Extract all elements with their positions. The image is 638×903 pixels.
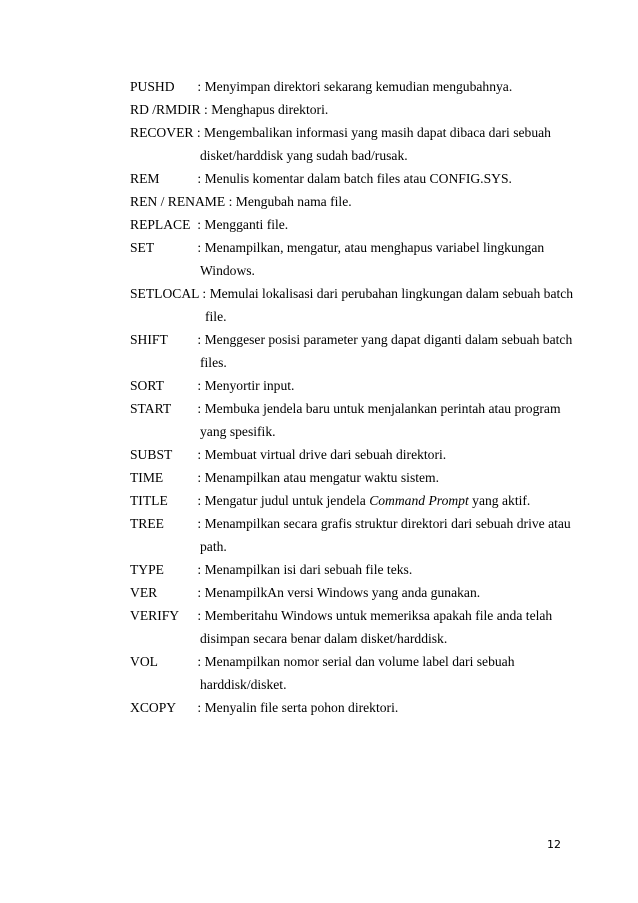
- command-description: : Menghapus direktori.: [204, 102, 329, 117]
- entry-ren-rename: [130, 190, 590, 213]
- entry-shift: [130, 328, 590, 374]
- command-description-continued: files.: [200, 355, 227, 370]
- command-description: : Memberitahu Windows untuk memeriksa apakah file anda telah: [197, 608, 553, 623]
- command-description: : Membuat virtual drive dari sebuah direktori.: [197, 447, 447, 462]
- command-description: : Menyimpan direktori sekarang kemudian mengubahnya.: [197, 79, 513, 94]
- entry-tree: [130, 512, 590, 558]
- entry-replace: [130, 213, 590, 236]
- command-name: SHIFT: [130, 332, 168, 347]
- command-description-continued: path.: [200, 539, 227, 554]
- entry-rd-rmdir: [130, 98, 590, 121]
- entry-type: [130, 558, 590, 581]
- command-description: : Mengganti file.: [197, 217, 289, 232]
- command-description-continued: Windows.: [200, 263, 255, 278]
- command-name: RECOVER: [130, 125, 194, 140]
- command-name: RD /RMDIR: [130, 102, 201, 117]
- command-description-continued: disket/harddisk yang sudah bad/rusak.: [200, 148, 408, 163]
- command-description: : Mengembalikan informasi yang masih dapat dibaca dari sebuah: [196, 125, 551, 140]
- command-name: VER: [130, 585, 158, 600]
- page-number: 12: [547, 838, 561, 851]
- entry-start: [130, 397, 590, 443]
- command-description: : Menulis komentar dalam batch files atau CONFIG.SYS.: [197, 171, 512, 186]
- command-description: : Menyalin file serta pohon direktori.: [197, 700, 399, 715]
- command-description: : Mengatur judul untuk jendela Command Prompt yang aktif.: [197, 493, 531, 508]
- command-name: TREE: [130, 516, 164, 531]
- entry-sort: [130, 374, 590, 397]
- entry-verify: [130, 604, 590, 650]
- command-description: : Menampilkan secara grafis struktur direktori dari sebuah drive atau: [197, 516, 571, 531]
- entry-subst: [130, 443, 590, 466]
- entry-recover: [130, 121, 590, 167]
- command-name: TYPE: [130, 562, 164, 577]
- command-name: REN / RENAME: [130, 194, 226, 209]
- entry-set: [130, 236, 590, 282]
- command-name: VOL: [130, 654, 158, 669]
- command-description-continued: disimpan secara benar dalam disket/harddisk.: [200, 631, 448, 646]
- entry-title: [130, 489, 590, 512]
- entry-ver: [130, 581, 590, 604]
- entry-setlocal: [130, 282, 590, 328]
- entry-xcopy: [130, 696, 590, 719]
- command-name: SETLOCAL: [130, 286, 199, 301]
- emphasized-term: Command Prompt: [369, 493, 469, 508]
- command-name: REM: [130, 171, 160, 186]
- command-description: : Menggeser posisi parameter yang dapat diganti dalam sebuah batch: [197, 332, 573, 347]
- command-name: VERIFY: [130, 608, 180, 623]
- command-description: : Memulai lokalisasi dari perubahan lingkungan dalam sebuah batch: [202, 286, 574, 301]
- command-list: [130, 75, 590, 719]
- command-description-continued: yang spesifik.: [200, 424, 276, 439]
- command-description: : Mengubah nama file.: [228, 194, 352, 209]
- command-name: XCOPY: [130, 700, 177, 715]
- entry-vol: [130, 650, 590, 696]
- entry-pushd: [130, 75, 590, 98]
- entry-time: [130, 466, 590, 489]
- command-name: START: [130, 401, 172, 416]
- command-name: TITLE: [130, 493, 168, 508]
- command-name: TIME: [130, 470, 164, 485]
- command-description: : Menampilkan isi dari sebuah file teks.: [197, 562, 413, 577]
- entry-rem: [130, 167, 590, 190]
- command-name: SET: [130, 240, 155, 255]
- command-name: REPLACE: [130, 217, 191, 232]
- command-name: PUSHD: [130, 79, 175, 94]
- command-description: : Menampilkan, mengatur, atau menghapus variabel lingkungan: [197, 240, 545, 255]
- command-description: : Membuka jendela baru untuk menjalankan perintah atau program: [197, 401, 561, 416]
- command-name: SORT: [130, 378, 164, 393]
- command-description: : Menampilkan nomor serial dan volume label dari sebuah: [197, 654, 515, 669]
- command-description: : Menampilkan atau mengatur waktu sistem.: [197, 470, 440, 485]
- command-name: SUBST: [130, 447, 173, 462]
- command-description: : MenampilkAn versi Windows yang anda gunakan.: [197, 585, 481, 600]
- command-description: : Menyortir input.: [197, 378, 295, 393]
- command-description-continued: harddisk/disket.: [200, 677, 287, 692]
- command-description-continued: file.: [205, 309, 227, 324]
